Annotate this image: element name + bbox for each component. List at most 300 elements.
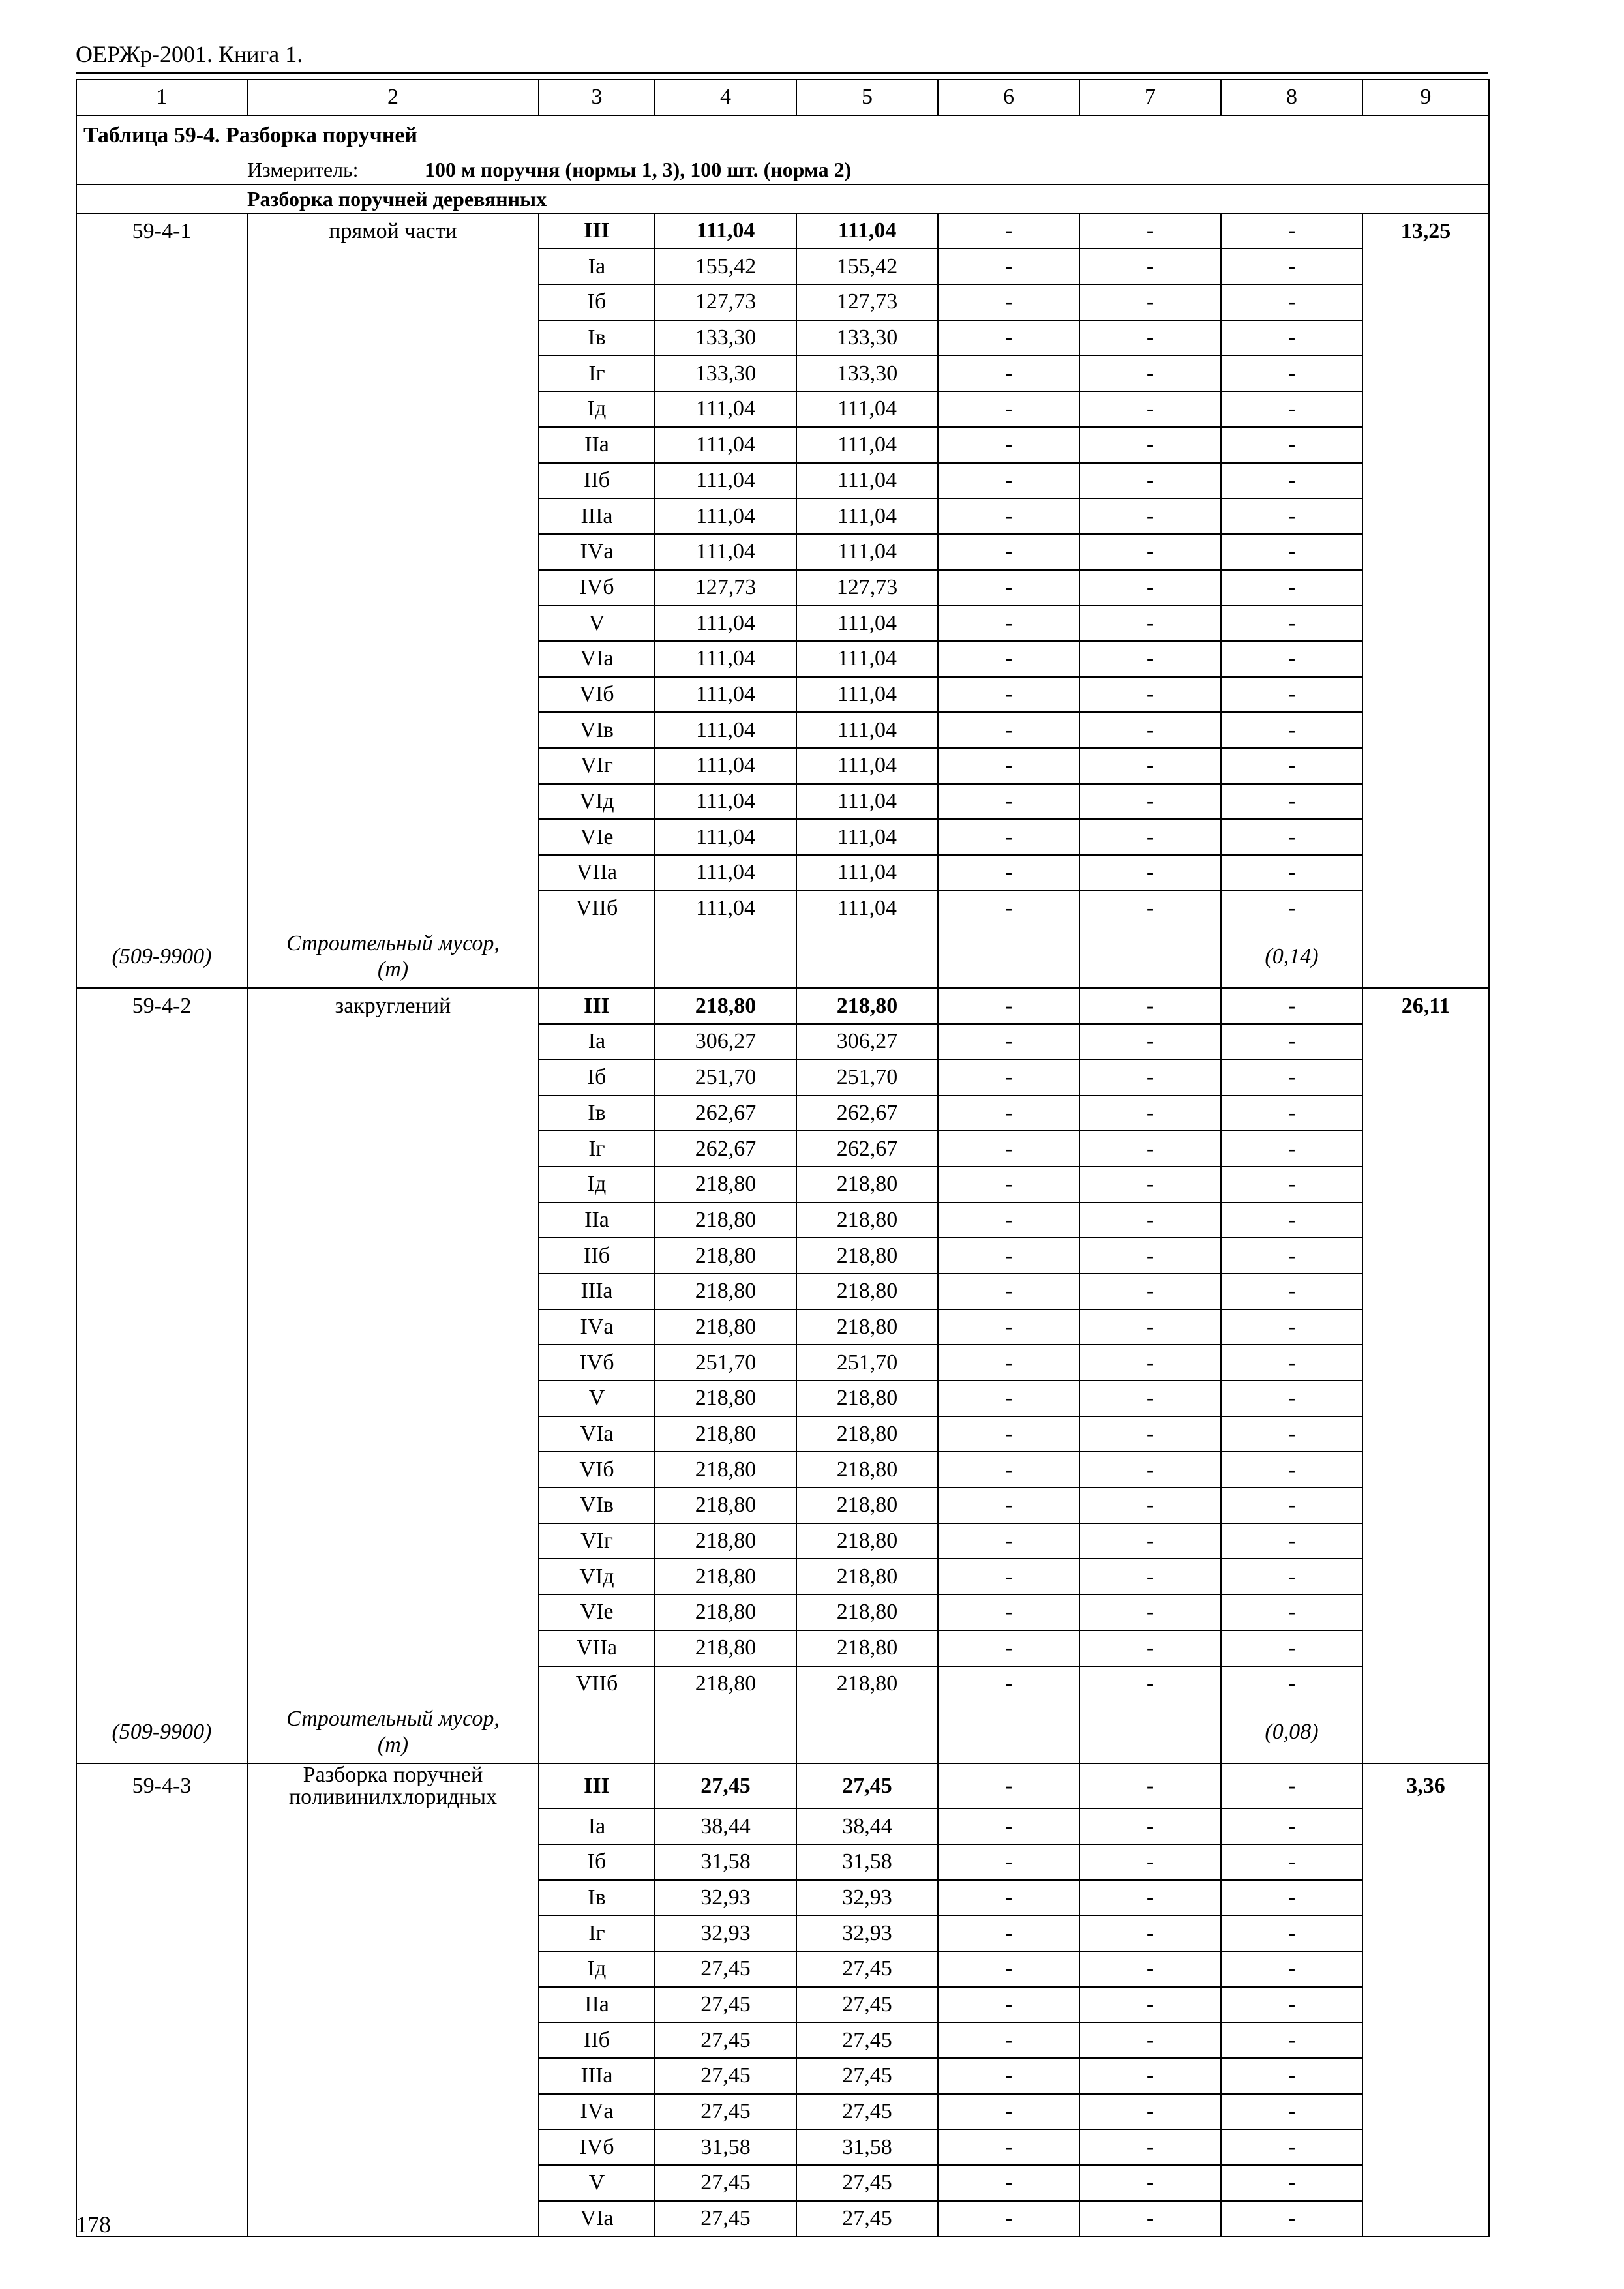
table-row <box>76 1488 1489 1523</box>
zone-cell: VIе <box>539 819 655 855</box>
salary-cell: 262,67 <box>796 1131 938 1167</box>
zone-cell: V <box>539 605 655 641</box>
driver-salary-cell: - <box>1079 2058 1221 2094</box>
table-row <box>76 1167 1489 1203</box>
name-spacer <box>247 2094 539 2130</box>
table-row <box>76 498 1489 534</box>
driver-salary-cell: - <box>1079 855 1221 891</box>
zone-cell: IIIа <box>539 1274 655 1309</box>
cost-cell: 32,93 <box>655 1915 796 1951</box>
name-spacer <box>247 1309 539 1345</box>
driver-salary-cell: - <box>1079 1559 1221 1594</box>
materials-cell: - <box>1221 1024 1362 1060</box>
cost-cell: 218,80 <box>655 1523 796 1559</box>
driver-salary-cell: - <box>1079 1238 1221 1274</box>
salary-cell: 127,73 <box>796 570 938 606</box>
machines-cell: - <box>938 819 1079 855</box>
waste-name-line1: Строительный мусор, <box>286 931 500 955</box>
driver-salary-cell: - <box>1079 534 1221 570</box>
labor-spacer <box>1362 1024 1489 1060</box>
code-spacer <box>76 1274 247 1309</box>
labor-spacer <box>1362 1594 1489 1630</box>
rates-table <box>76 79 1490 2237</box>
driver-salary-cell: - <box>1079 748 1221 784</box>
name-spacer <box>247 2022 539 2058</box>
table-row <box>76 784 1489 820</box>
salary-cell: 111,04 <box>796 677 938 713</box>
table-title: Таблица 59-4. Разборка поручней <box>76 115 1489 155</box>
table-row <box>76 1452 1489 1488</box>
labor-spacer <box>1362 1167 1489 1203</box>
driver-salary-cell: - <box>1079 1763 1221 1808</box>
waste-spacer <box>1079 925 1221 988</box>
materials-cell: - <box>1221 2058 1362 2094</box>
zone-cell: III <box>539 213 655 249</box>
salary-cell: 262,67 <box>796 1096 938 1131</box>
salary-cell: 111,04 <box>796 463 938 499</box>
name-spacer <box>247 1523 539 1559</box>
materials-cell: - <box>1221 819 1362 855</box>
salary-cell: 32,93 <box>796 1880 938 1916</box>
materials-cell: - <box>1221 891 1362 926</box>
labor-cost: 13,25 <box>1362 213 1489 249</box>
code-spacer <box>76 1808 247 1844</box>
salary-cell: 218,80 <box>796 1238 938 1274</box>
machines-cell: - <box>938 1844 1079 1880</box>
table-row <box>76 320 1489 356</box>
labor-spacer <box>1362 1345 1489 1381</box>
machines-cell: - <box>938 2201 1079 2237</box>
code-spacer <box>76 1987 247 2023</box>
salary-cell: 218,80 <box>796 1559 938 1594</box>
column-number: 7 <box>1079 80 1221 115</box>
labor-spacer <box>1362 784 1489 820</box>
name-spacer <box>247 1238 539 1274</box>
machines-cell: - <box>938 712 1079 748</box>
cost-cell: 27,45 <box>655 2165 796 2201</box>
salary-cell: 218,80 <box>796 1309 938 1345</box>
table-row <box>76 534 1489 570</box>
cost-cell: 218,80 <box>655 1666 796 1701</box>
materials-cell: - <box>1221 213 1362 249</box>
table-row <box>76 427 1489 463</box>
labor-spacer <box>1362 534 1489 570</box>
materials-cell: - <box>1221 1630 1362 1666</box>
waste-code: (509-9900) <box>76 1701 247 1763</box>
zone-cell: IVа <box>539 534 655 570</box>
zone-cell: Iд <box>539 391 655 427</box>
table-row <box>76 855 1489 891</box>
machines-cell: - <box>938 605 1079 641</box>
labor-spacer <box>1362 1844 1489 1880</box>
driver-salary-cell: - <box>1079 1452 1221 1488</box>
code-spacer <box>76 1559 247 1594</box>
zone-cell: VIб <box>539 1452 655 1488</box>
materials-cell: - <box>1221 498 1362 534</box>
cost-cell: 27,45 <box>655 2094 796 2130</box>
labor-spacer <box>1362 1880 1489 1916</box>
column-number: 4 <box>655 80 796 115</box>
labor-spacer <box>1362 677 1489 713</box>
labor-spacer <box>1362 1559 1489 1594</box>
table-row <box>76 2201 1489 2237</box>
machines-cell: - <box>938 1559 1079 1594</box>
labor-spacer <box>1362 427 1489 463</box>
code-spacer <box>76 427 247 463</box>
driver-salary-cell: - <box>1079 427 1221 463</box>
labor-spacer <box>1362 748 1489 784</box>
table-row <box>76 1594 1489 1630</box>
cost-cell: 218,80 <box>655 1167 796 1203</box>
cost-cell: 218,80 <box>655 988 796 1024</box>
salary-cell: 218,80 <box>796 1452 938 1488</box>
name-spacer <box>247 855 539 891</box>
zone-cell: IVб <box>539 570 655 606</box>
waste-spacer <box>539 1701 655 1763</box>
name-spacer <box>247 712 539 748</box>
labor-cost: 26,11 <box>1362 988 1489 1024</box>
cost-cell: 111,04 <box>655 534 796 570</box>
code-spacer <box>76 1666 247 1701</box>
machines-cell: - <box>938 1987 1079 2023</box>
driver-salary-cell: - <box>1079 1987 1221 2023</box>
name-spacer <box>247 534 539 570</box>
materials-cell: - <box>1221 248 1362 284</box>
driver-salary-cell: - <box>1079 1630 1221 1666</box>
code-spacer <box>76 712 247 748</box>
measure-cell <box>247 155 1489 185</box>
code-spacer <box>76 641 247 677</box>
table-row <box>76 1523 1489 1559</box>
machines-cell: - <box>938 498 1079 534</box>
driver-salary-cell: - <box>1079 891 1221 926</box>
machines-cell: - <box>938 463 1079 499</box>
materials-cell: - <box>1221 2094 1362 2130</box>
zone-cell: VIIа <box>539 1630 655 1666</box>
labor-spacer <box>1362 2094 1489 2130</box>
materials-cell: - <box>1221 1274 1362 1309</box>
machines-cell: - <box>938 784 1079 820</box>
labor-spacer <box>1362 391 1489 427</box>
column-number: 8 <box>1221 80 1362 115</box>
zone-cell: Iв <box>539 1880 655 1916</box>
driver-salary-cell: - <box>1079 355 1221 391</box>
machines-cell: - <box>938 391 1079 427</box>
name-spacer <box>247 1452 539 1488</box>
table-row <box>76 1381 1489 1416</box>
salary-cell: 111,04 <box>796 498 938 534</box>
waste-spacer <box>796 1701 938 1763</box>
materials-cell: - <box>1221 605 1362 641</box>
labor-spacer <box>1362 641 1489 677</box>
machines-cell: - <box>938 1274 1079 1309</box>
materials-cell: - <box>1221 1096 1362 1131</box>
table-row <box>76 1559 1489 1594</box>
materials-cell: - <box>1221 1060 1362 1096</box>
column-number: 5 <box>796 80 938 115</box>
table-row <box>76 2022 1489 2058</box>
table-row <box>76 1666 1489 1701</box>
cost-cell: 218,80 <box>655 1203 796 1238</box>
name-spacer <box>247 1880 539 1916</box>
cost-cell: 111,04 <box>655 784 796 820</box>
machines-cell: - <box>938 1915 1079 1951</box>
zone-cell: IIа <box>539 427 655 463</box>
code-spacer <box>76 1024 247 1060</box>
machines-cell: - <box>938 891 1079 926</box>
materials-cell: - <box>1221 1987 1362 2023</box>
table-row <box>76 1203 1489 1238</box>
machines-cell: - <box>938 1096 1079 1131</box>
salary-cell: 218,80 <box>796 988 938 1024</box>
machines-cell: - <box>938 1666 1079 1701</box>
norm-code: 59-4-3 <box>76 1763 247 1808</box>
materials-cell: - <box>1221 427 1362 463</box>
cost-cell: 111,04 <box>655 427 796 463</box>
zone-cell: Iа <box>539 1808 655 1844</box>
table-row <box>76 988 1489 1024</box>
zone-cell: IVб <box>539 2129 655 2165</box>
name-spacer <box>247 1381 539 1416</box>
code-spacer <box>76 2058 247 2094</box>
cost-cell: 27,45 <box>655 2022 796 2058</box>
column-number: 9 <box>1362 80 1489 115</box>
zone-cell: IVа <box>539 2094 655 2130</box>
cost-cell: 31,58 <box>655 1844 796 1880</box>
name-spacer <box>247 1167 539 1203</box>
name-spacer <box>247 748 539 784</box>
machines-cell: - <box>938 2129 1079 2165</box>
labor-spacer <box>1362 1915 1489 1951</box>
driver-salary-cell: - <box>1079 320 1221 356</box>
code-spacer <box>76 784 247 820</box>
waste-spacer <box>655 925 796 988</box>
salary-cell: 27,45 <box>796 1987 938 2023</box>
name-spacer <box>247 1488 539 1523</box>
code-spacer <box>76 1630 247 1666</box>
materials-cell: - <box>1221 320 1362 356</box>
salary-cell: 27,45 <box>796 2094 938 2130</box>
materials-cell: - <box>1221 284 1362 320</box>
driver-salary-cell: - <box>1079 988 1221 1024</box>
cost-cell: 262,67 <box>655 1131 796 1167</box>
table-row <box>76 641 1489 677</box>
machines-cell: - <box>938 2022 1079 2058</box>
machines-cell: - <box>938 1452 1079 1488</box>
materials-cell: - <box>1221 1880 1362 1916</box>
driver-salary-cell: - <box>1079 1024 1221 1060</box>
driver-salary-cell: - <box>1079 784 1221 820</box>
table-row <box>76 712 1489 748</box>
machines-cell: - <box>938 1416 1079 1452</box>
name-spacer <box>247 891 539 926</box>
name-spacer <box>247 355 539 391</box>
driver-salary-cell: - <box>1079 1666 1221 1701</box>
materials-cell: - <box>1221 570 1362 606</box>
zone-cell: VIIа <box>539 855 655 891</box>
driver-salary-cell: - <box>1079 1131 1221 1167</box>
materials-cell: - <box>1221 855 1362 891</box>
zone-cell: Iв <box>539 320 655 356</box>
machines-cell: - <box>938 427 1079 463</box>
code-spacer <box>76 248 247 284</box>
salary-cell: 27,45 <box>796 2165 938 2201</box>
salary-cell: 27,45 <box>796 2058 938 2094</box>
labor-spacer <box>1362 1701 1489 1763</box>
waste-spacer <box>655 1701 796 1763</box>
labor-spacer <box>1362 925 1489 988</box>
cost-cell: 27,45 <box>655 1951 796 1987</box>
materials-cell: - <box>1221 1167 1362 1203</box>
labor-spacer <box>1362 320 1489 356</box>
materials-cell: - <box>1221 1131 1362 1167</box>
labor-spacer <box>1362 1203 1489 1238</box>
column-number: 2 <box>247 80 539 115</box>
name-spacer <box>247 784 539 820</box>
code-spacer <box>76 2165 247 2201</box>
machines-cell: - <box>938 1345 1079 1381</box>
labor-spacer <box>1362 1131 1489 1167</box>
labor-spacer <box>1362 855 1489 891</box>
code-spacer <box>76 534 247 570</box>
code-spacer <box>76 1844 247 1880</box>
zone-cell: Iд <box>539 1167 655 1203</box>
table-row <box>76 1951 1489 1987</box>
table-row <box>76 2058 1489 2094</box>
zone-cell: Iг <box>539 355 655 391</box>
page-number: 178 <box>76 2211 111 2237</box>
salary-cell: 133,30 <box>796 320 938 356</box>
cost-cell: 111,04 <box>655 463 796 499</box>
header-rule <box>76 72 1488 74</box>
waste-name-line1: Строительный мусор, <box>286 1706 500 1731</box>
salary-cell: 31,58 <box>796 1844 938 1880</box>
code-spacer <box>76 2129 247 2165</box>
machines-cell: - <box>938 1238 1079 1274</box>
salary-cell: 32,93 <box>796 1915 938 1951</box>
name-spacer <box>247 819 539 855</box>
code-spacer <box>76 1345 247 1381</box>
labor-spacer <box>1362 1309 1489 1345</box>
cost-cell: 111,04 <box>655 498 796 534</box>
zone-cell: III <box>539 1763 655 1808</box>
labor-spacer <box>1362 2201 1489 2237</box>
code-spacer <box>76 1416 247 1452</box>
zone-cell: Iв <box>539 1096 655 1131</box>
waste-value: (0,08) <box>1221 1701 1362 1763</box>
machines-cell: - <box>938 1131 1079 1167</box>
machines-cell: - <box>938 534 1079 570</box>
cost-cell: 38,44 <box>655 1808 796 1844</box>
machines-cell: - <box>938 1951 1079 1987</box>
driver-salary-cell: - <box>1079 1951 1221 1987</box>
machines-cell: - <box>938 213 1079 249</box>
table-row <box>76 1060 1489 1096</box>
machines-cell: - <box>938 2094 1079 2130</box>
waste-name <box>247 1701 539 1763</box>
table-row <box>76 1987 1489 2023</box>
materials-cell: - <box>1221 534 1362 570</box>
table-row <box>76 1844 1489 1880</box>
code-spacer <box>76 320 247 356</box>
norm-name <box>247 213 539 249</box>
cost-cell: 127,73 <box>655 284 796 320</box>
table-row <box>76 1238 1489 1274</box>
zone-cell: Iг <box>539 1131 655 1167</box>
table-row <box>76 1915 1489 1951</box>
name-spacer <box>247 2201 539 2237</box>
measure-row <box>76 155 1489 185</box>
table-row <box>76 677 1489 713</box>
zone-cell: IIб <box>539 1238 655 1274</box>
code-spacer <box>76 1452 247 1488</box>
code-spacer <box>76 1880 247 1916</box>
materials-cell: - <box>1221 1416 1362 1452</box>
table-title-row <box>76 115 1489 155</box>
materials-cell: - <box>1221 1951 1362 1987</box>
salary-cell: 111,04 <box>796 784 938 820</box>
cost-cell: 218,80 <box>655 1274 796 1309</box>
labor-spacer <box>1362 1381 1489 1416</box>
labor-spacer <box>1362 570 1489 606</box>
driver-salary-cell: - <box>1079 1808 1221 1844</box>
cost-cell: 111,04 <box>655 748 796 784</box>
norm-name-line2: поливинилхлоридных <box>288 1785 497 1810</box>
name-spacer <box>247 1666 539 1701</box>
cost-cell: 111,04 <box>655 819 796 855</box>
cost-cell: 127,73 <box>655 570 796 606</box>
measure-label: Измеритель: <box>247 157 359 181</box>
materials-cell: - <box>1221 2022 1362 2058</box>
table-row <box>76 570 1489 606</box>
labor-spacer <box>1362 1238 1489 1274</box>
waste-spacer <box>796 925 938 988</box>
zone-cell: VIе <box>539 1594 655 1630</box>
salary-cell: 111,04 <box>796 641 938 677</box>
machines-cell: - <box>938 1808 1079 1844</box>
code-spacer <box>76 1238 247 1274</box>
cost-cell: 111,04 <box>655 677 796 713</box>
norm-code: 59-4-1 <box>76 213 247 249</box>
table-row <box>76 1096 1489 1131</box>
name-spacer <box>247 1987 539 2023</box>
name-spacer <box>247 1630 539 1666</box>
driver-salary-cell: - <box>1079 1060 1221 1096</box>
machines-cell: - <box>938 1763 1079 1808</box>
salary-cell: 111,04 <box>796 213 938 249</box>
name-spacer <box>247 2058 539 2094</box>
name-spacer <box>247 498 539 534</box>
cost-cell: 133,30 <box>655 320 796 356</box>
salary-cell: 111,04 <box>796 855 938 891</box>
code-spacer <box>76 748 247 784</box>
driver-salary-cell: - <box>1079 1594 1221 1630</box>
table-row <box>76 1274 1489 1309</box>
materials-cell: - <box>1221 1808 1362 1844</box>
machines-cell: - <box>938 1594 1079 1630</box>
driver-salary-cell: - <box>1079 498 1221 534</box>
driver-salary-cell: - <box>1079 2022 1221 2058</box>
code-spacer <box>76 1131 247 1167</box>
waste-spacer <box>1079 1701 1221 1763</box>
cost-cell: 218,80 <box>655 1238 796 1274</box>
column-number: 6 <box>938 80 1079 115</box>
driver-salary-cell: - <box>1079 2094 1221 2130</box>
materials-cell: - <box>1221 1559 1362 1594</box>
materials-cell: - <box>1221 1844 1362 1880</box>
driver-salary-cell: - <box>1079 1274 1221 1309</box>
machines-cell: - <box>938 284 1079 320</box>
